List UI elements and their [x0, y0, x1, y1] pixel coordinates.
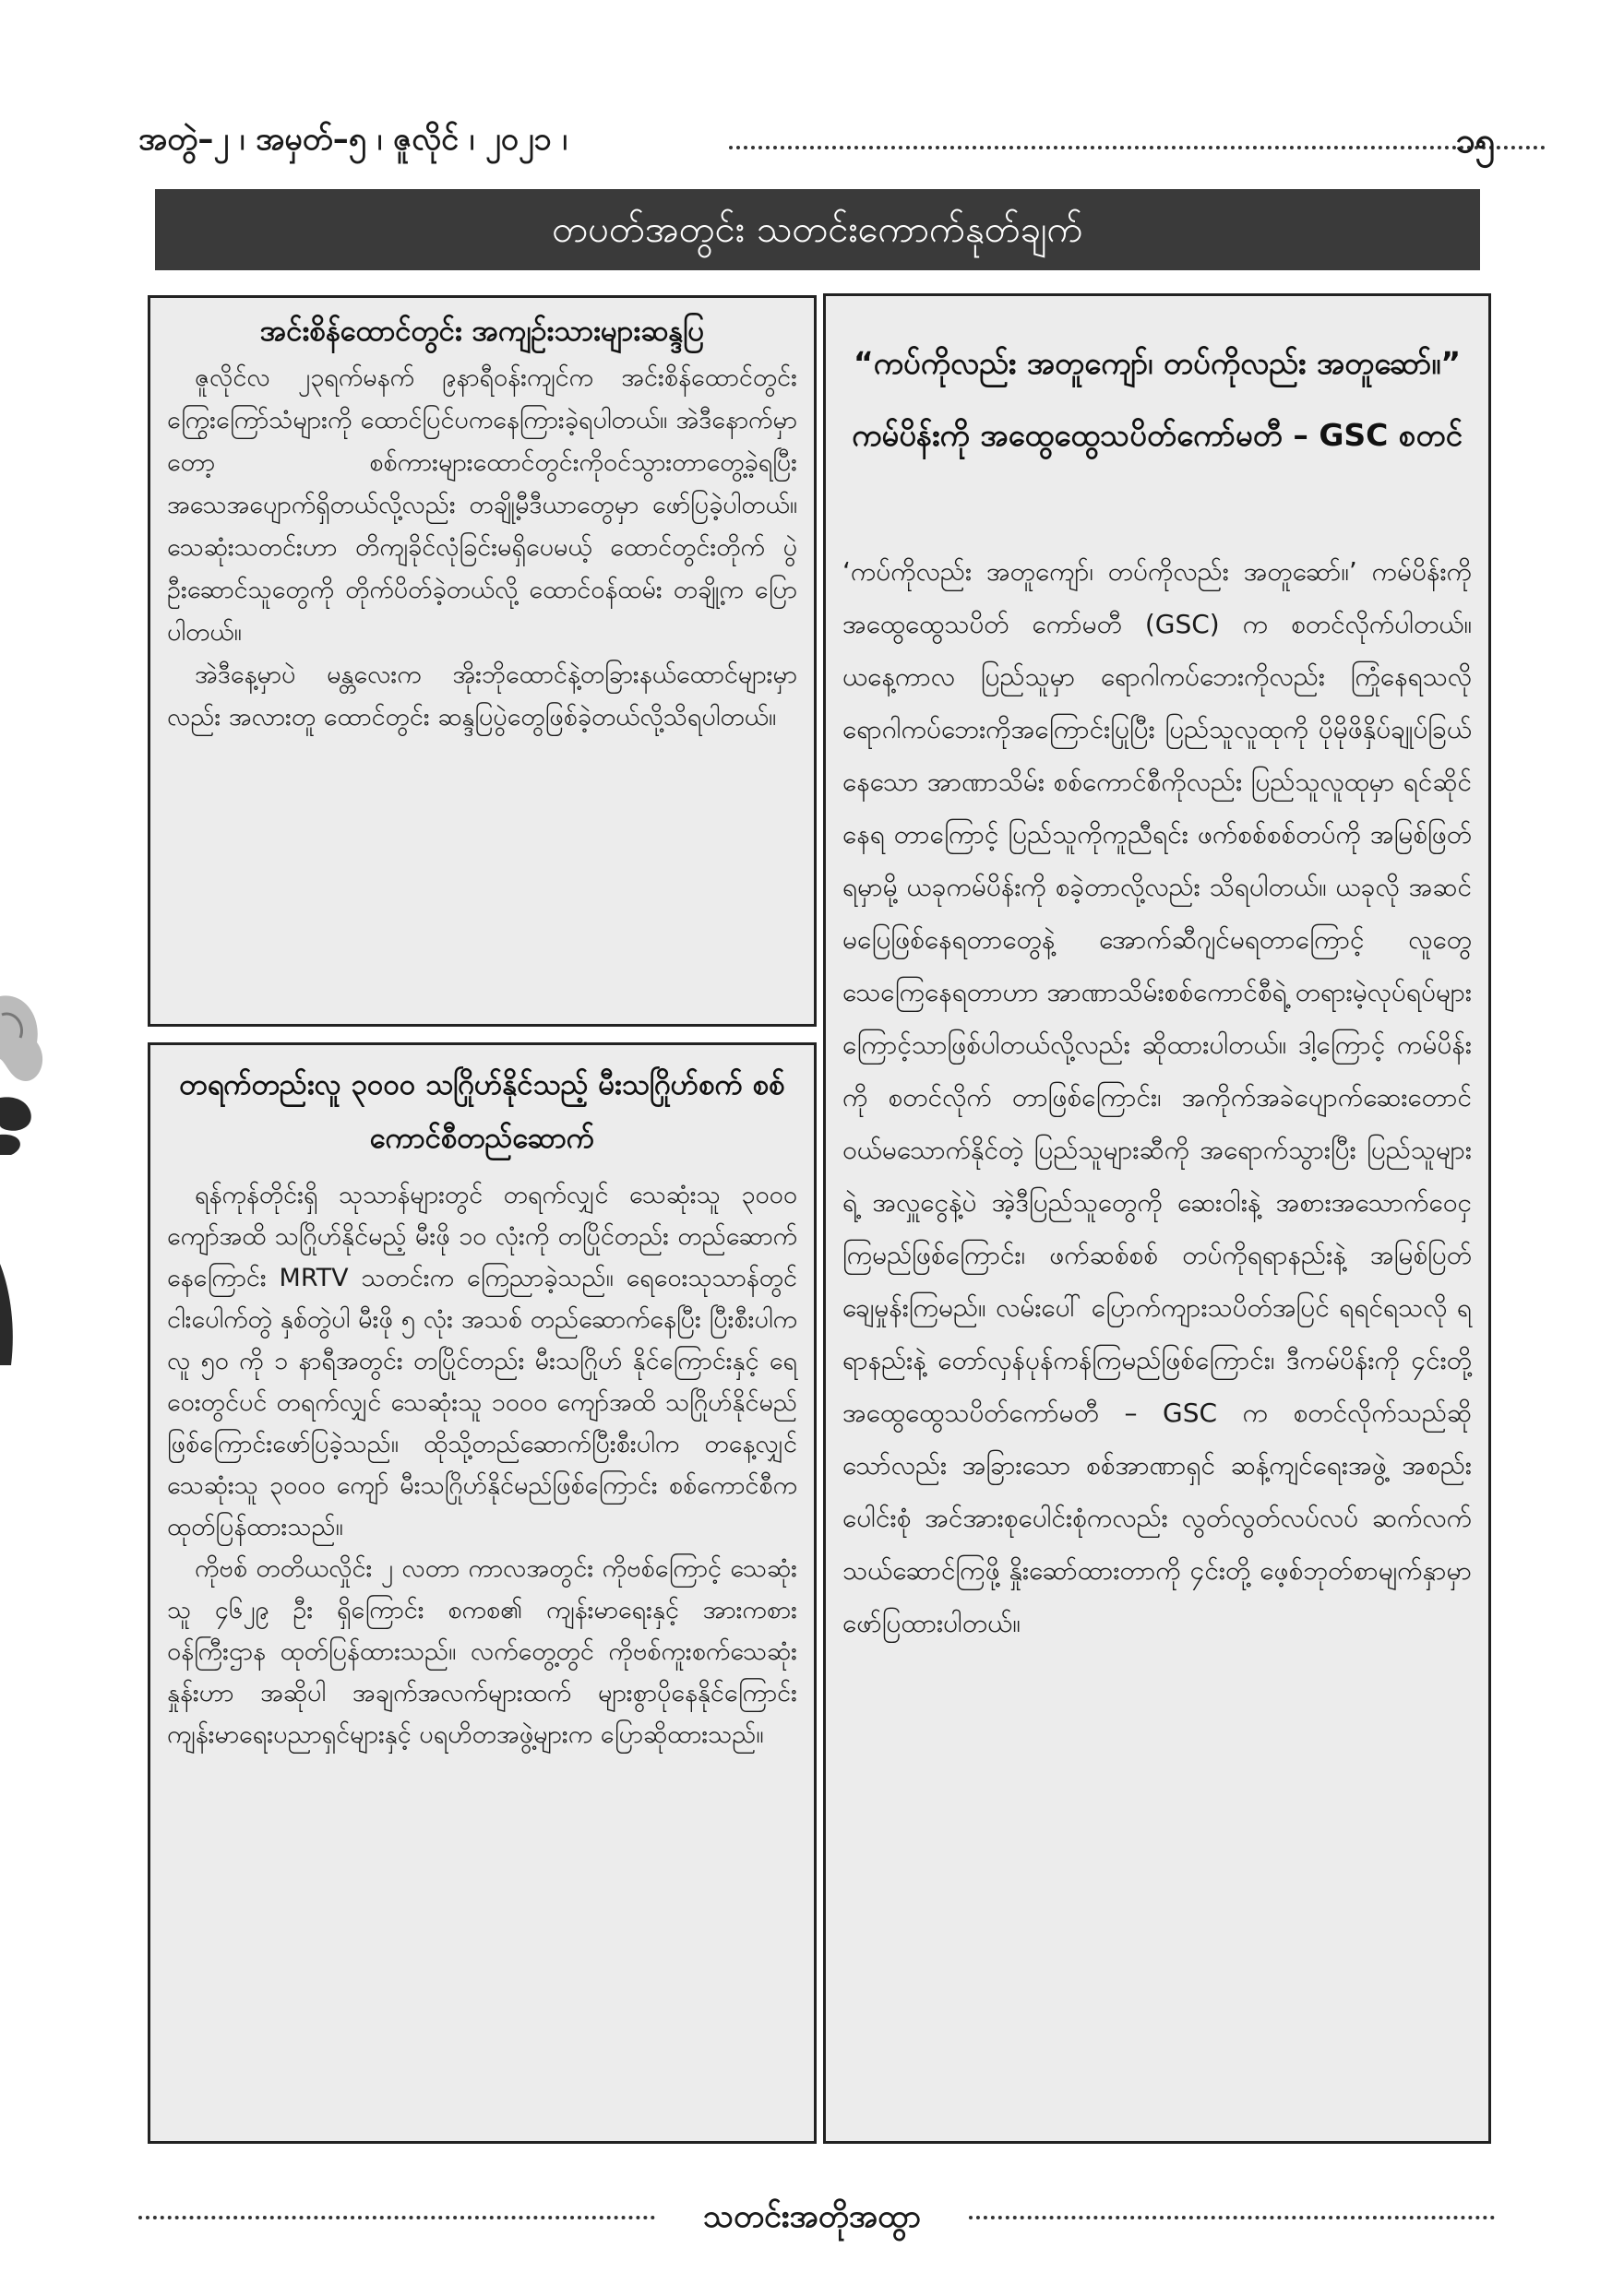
footer-title: သတင်းအတိုအထွာ [703, 2198, 921, 2235]
page-footer [138, 2195, 1495, 2242]
page-number: ၁၅ [1455, 120, 1495, 161]
article-headline: “ကပ်ကိုလည်း အတူကျော်၊ တပ်ကိုလည်း အတူဆော်။” ကမ်ပိန်းကို အထွေထွေသပိတ်ကော်မတီ – GSC စတင် [852, 345, 1463, 453]
article-paragraph: ကိုဗစ် တတိယလှိုင်း ၂ လတာ ကာလအတွင်း ကိုဗစ်ကြောင့် သေဆုံးသူ ၄၆၂၉ ဦး ရှိကြောင်း စကစ၏ ကျန်းမာရေးနှင့် အားကစားဝန်ကြီးဌာန ထုတ်ပြန်ထားသည်။ လက်တွေ့တွင် ကိုဗစ်ကူးစက်သေဆုံးနှုန်းဟာ အဆိုပါ အချက်အလက်များထက် များစွာပိုနေနိုင်ကြောင်း ကျန်းမာရေးပညာရှင်များနှင့် ပရဟိတအဖွဲ့များက ပြောဆိုထားသည်။ [167, 1554, 797, 1749]
article-headline: အင်းစိန်ထောင်တွင်း အကျဉ်းသားများဆန္ဒပြ [259, 315, 705, 348]
footer-dotted-leader [138, 2216, 655, 2219]
margin-decoration-graphic [0, 987, 55, 1421]
footer-dotted-leader [969, 2216, 1495, 2219]
article-paragraph: ဇူလိုင်လ ၂၃ရက်မနက် ၉နာရီဝန်းကျင်က အင်းစိန်ထောင်တွင်းကြွေးကြော်သံများကို ထောင်ပြင်ပကနေကြားခဲ့ရပါတယ်။ အဲဒီနောက်မှာတော့ စစ်ကားများထောင်တွင်းကိုဝင်သွားတာတွေ့ခဲ့ရပြီး အသေအပျောက်ရှိတယ်လို့လည်း တချို့မီဒီယာတွေမှာ ဖော်ပြခဲ့ပါတယ်။ သေဆုံးသတင်းဟာ တိကျခိုင်လုံခြင်းမရှိပေမယ့် ထောင်တွင်းတိုက် ပွဲဦးဆောင်သူတွေကို တိုက်ပိတ်ခဲ့တယ်လို့ ထောင်ဝန်ထမ်း တချို့က ပြောပါတယ်။ [167, 363, 797, 647]
header-dotted-leader [729, 146, 1546, 149]
issue-info: အတွဲ–၂ ၊ အမှတ်–၅ ၊ ဇူလိုင် ၊ ၂၀၂၁ ၊ [138, 121, 567, 158]
article-headline: တရက်တည်းလူ ၃၀၀၀ သဂြိုဟ်နိုင်သည့် မီးသဂြိုဟ်စက် စစ်ကောင်စီတည်ဆောက် [179, 1068, 785, 1155]
article-body [826, 545, 1488, 1649]
article-paragraph: ရန်ကုန်တိုင်းရှိ သုသာန်များတွင် တရက်လျှင် သေဆုံးသူ ၃၀၀၀ ကျော်အထိ သဂြိုဟ်နိုင်မည့် မီးဖို ၁၀ လုံးကို တပြိုင်တည်း တည်ဆောက်နေကြောင်း MRTV သတင်းက ကြေညာခဲ့သည်။ ရေဝေးသုသာန်တွင် ငါးပေါက်တွဲ နှစ်တွဲပါ မီးဖို ၅ လုံး အသစ် တည်ဆောက်နေပြီး ပြီးစီးပါက လူ ၅၀ ကို ၁ နာရီအတွင်း တပြိုင်တည်း မီးသဂြိုဟ် နိုင်ကြောင်းနှင့် ရေဝေးတွင်ပင် တရက်လျှင် သေဆုံးသူ ၁၀၀၀ ကျော်အထိ သဂြိုဟ်နိုင်မည်ဖြစ်ကြောင်းဖော်ပြခဲ့သည်။ ထိုသို့တည်ဆောက်ပြီးစီးပါက တနေ့လျှင် သေဆုံးသူ ၃၀၀၀ ကျော် မီးသဂြိုဟ်နိုင်မည်ဖြစ်ကြောင်း စစ်ကောင်စီက ထုတ်ပြန်ထားသည်။ [167, 1181, 797, 1541]
page-header [138, 118, 1495, 173]
article-paragraph: ‘ကပ်ကိုလည်း အတူကျော်၊ တပ်ကိုလည်း အတူဆော်။’ ကမ်ပိန်းကို အထွေထွေသပိတ် ကော်မတီ (GSC) က စတင်လိုက်ပါတယ်။ ယနေ့ကာလ ပြည်သူမှာ ရောဂါကပ်ဘေးကိုလည်း ကြုံနေရသလို ရောဂါကပ်ဘေးကိုအကြောင်းပြုပြီး ပြည်သူလူထုကို ပိုမိုဖိနှိပ်ချုပ်ခြယ်နေသော အာဏာသိမ်း စစ်ကောင်စီကိုလည်း ပြည်သူလူထုမှာ ရင်ဆိုင်နေရ တာကြောင့် ပြည်သူကိုကူညီရင်း ဖက်စစ်စစ်တပ်ကို အမြစ်ဖြတ်ရမှာမို့ ယခုကမ်ပိန်းကို စခဲ့တာလို့လည်း သိရပါတယ်။ ယခုလို အဆင်မပြေဖြစ်နေရတာတွေနဲ့ အောက်ဆီဂျင်မရတာကြောင့် လူတွေသေကြေနေရတာဟာ အာဏာသိမ်းစစ်ကောင်စီရဲ့ တရားမဲ့လုပ်ရပ်များကြောင့်သာဖြစ်ပါတယ်လို့လည်း ဆိုထားပါတယ်။ ဒါ့ကြောင့် ကမ်ပိန်းကို စတင်လိုက် တာဖြစ်ကြောင်း၊ အကိုက်အခဲပျောက်ဆေးတောင် ဝယ်မသောက်နိုင်တဲ့ ပြည်သူများဆီကို အရောက်သွားပြီး ပြည်သူများရဲ့ အလှူငွေနဲ့ပဲ အဲ့ဒီပြည်သူတွေကို ဆေးဝါးနဲ့ အစားအသောက်ဝေငှကြမည်ဖြစ်ကြောင်း၊ ဖက်ဆစ်စစ် တပ်ကိုရရာနည်းနဲ့ အမြစ်ပြတ်ချေမှုန်းကြမည်။ လမ်းပေါ် ပြောက်ကျားသပိတ်အပြင် ရရင်ရသလို ရရာနည်းနဲ့ တော်လှန်ပုန်ကန်ကြမည်ဖြစ်ကြောင်း၊ ဒီကမ်ပိန်းကို ၄င်းတို့ အထွေထွေသပိတ်ကော်မတီ – GSC က စတင်လိုက်သည်ဆိုသော်လည်း အခြားသော စစ်အာဏာရှင် ဆန့်ကျင်ရေးအဖွဲ့ အစည်းပေါင်းစုံ အင်အားစုပေါင်းစုံကလည်း လွတ်လွတ်လပ်လပ် ဆက်လက်သယ်ဆောင်ကြဖို့ နှိုးဆော်ထားတာကို ၄င်းတို့ ဖေ့စ်ဘုတ်စာမျက်နှာမှာ ဖော်ပြထားပါတယ်။ [842, 556, 1472, 1638]
article-crematorium-construction [148, 1042, 817, 2144]
article-body [150, 351, 814, 739]
article-body [150, 1169, 814, 1755]
section-banner: တပတ်အတွင်း သတင်းကောက်နုတ်ချက် [155, 189, 1480, 270]
article-gsc-campaign [823, 293, 1491, 2144]
article-paragraph: အဲဒီနေ့မှာပဲ မန္တလေးက အိုးဘိုထောင်နဲ့တခြားနယ်ထောင်များမှာလည်း အလားတူ ထောင်တွင်း ဆန္ဒပြပွဲတွေဖြစ်ခဲ့တယ်လို့သိရပါတယ်။ [167, 660, 797, 732]
article-insein-prison-protest [148, 295, 817, 1027]
